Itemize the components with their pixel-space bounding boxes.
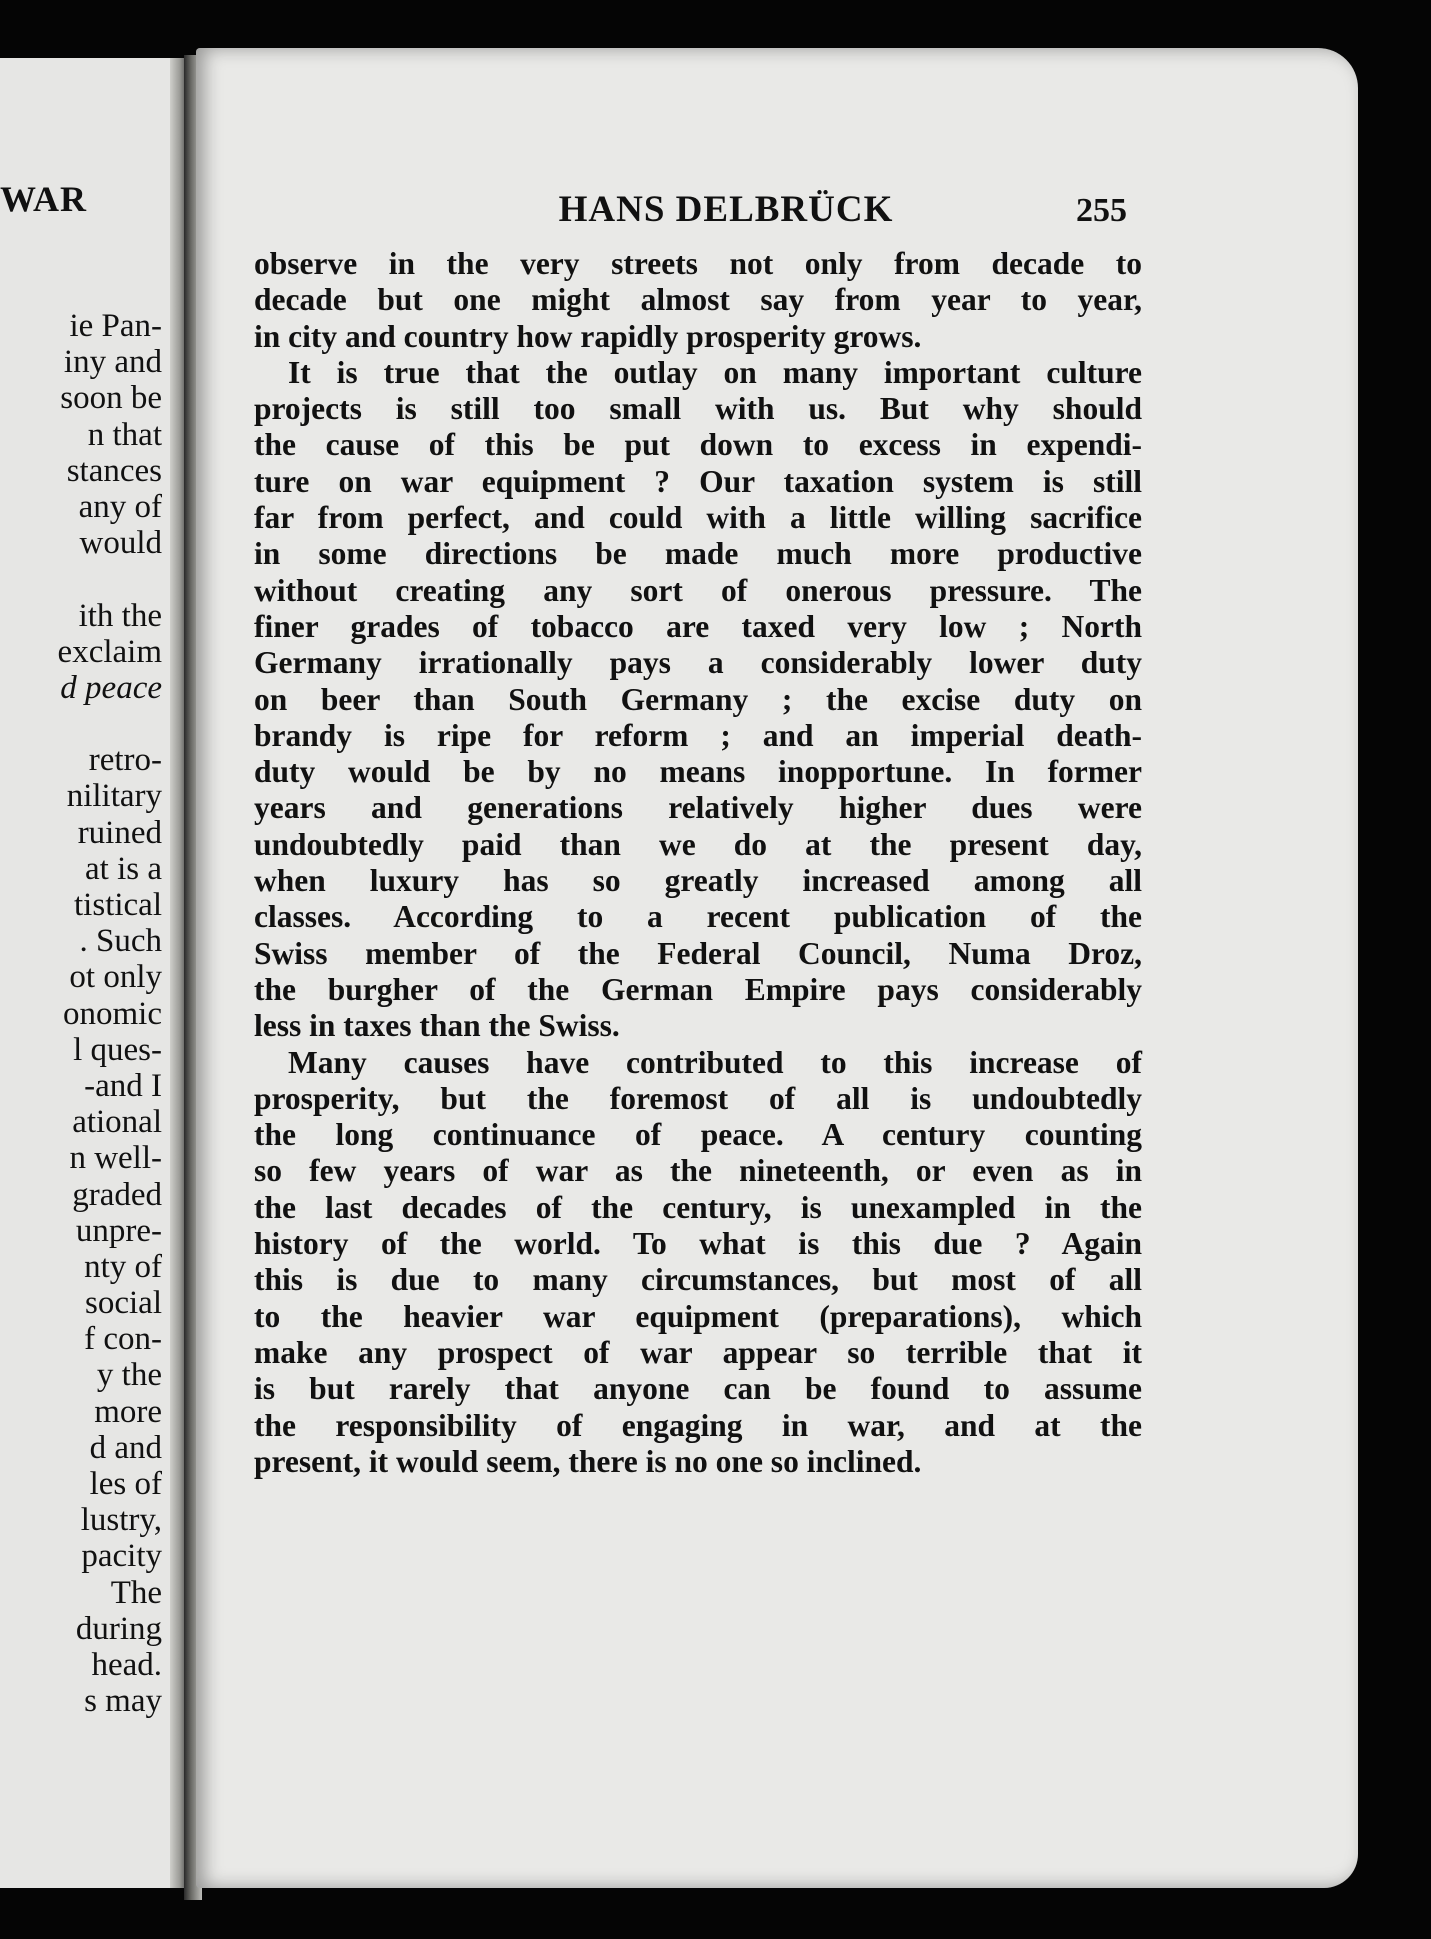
text-line: finer grades of tobacco are taxed very low ; North: [254, 608, 1142, 644]
text-line: Many causes have contributed to this increase of: [288, 1044, 1142, 1080]
left-page-line: pacity: [81, 1538, 162, 1575]
running-title: HANS DELBRÜCK: [558, 189, 894, 230]
left-page: [0, 58, 188, 1888]
text-line: Germany irrationally pays a considerably lower duty: [254, 645, 1142, 681]
text-line: the burgher of the German Empire pays considerably: [254, 971, 1142, 1007]
text-line: make any prospect of war appear so terrible that it: [254, 1334, 1142, 1370]
text-line: years and generations relatively higher dues were: [254, 790, 1142, 826]
text-line: decade but one might almost say from year to year,: [254, 282, 1142, 318]
left-page-line: ie Pan-: [69, 308, 162, 344]
page-number: 255: [1076, 192, 1127, 229]
left-page-line: social: [85, 1285, 162, 1322]
left-page-line: y the: [96, 1357, 162, 1394]
left-page-line: graded: [72, 1176, 162, 1213]
text-line: to the heavier war equipment (preparations), which: [254, 1298, 1142, 1334]
text-line: history of the world. To what is this due ? Again: [254, 1226, 1142, 1262]
text-line: the long continuance of peace. A century counting: [254, 1117, 1142, 1153]
left-page-line: more: [94, 1393, 162, 1430]
text-line: prosperity, but the foremost of all is undoubtedly: [254, 1080, 1142, 1116]
left-page-line: les of: [89, 1466, 162, 1502]
left-page-line: s may: [84, 1683, 162, 1720]
left-page-line: tistical: [74, 887, 162, 923]
paragraph: [254, 246, 1142, 355]
left-page-line: nty of: [84, 1248, 162, 1285]
left-page-line: [58, 706, 162, 742]
text-line: Swiss member of the Federal Council, Numa Droz,: [254, 935, 1142, 971]
left-page-line: at is a: [85, 850, 162, 887]
text-line: less in taxes than the Swiss.: [254, 1008, 620, 1044]
left-page-line: onomic: [63, 995, 162, 1032]
text-line: when luxury has so greatly increased among all: [254, 863, 1142, 899]
left-page-line: nilitary: [66, 778, 162, 815]
text-line: in city and country how rapidly prosperity grows.: [254, 318, 922, 354]
left-page-line: retro-: [88, 742, 162, 779]
text-line: is but rarely that anyone can be found to assume: [254, 1371, 1142, 1407]
text-line: without creating any sort of onerous pressure. The: [254, 572, 1142, 608]
text-line: on beer than South Germany ; the excise duty on: [254, 681, 1142, 717]
left-page-line: ith the: [78, 597, 162, 634]
left-page-line: ot only: [69, 959, 162, 996]
left-page-line: any of: [78, 488, 162, 525]
left-page-line: lustry,: [80, 1502, 162, 1539]
text-line: this is due to many circumstances, but most of all: [254, 1262, 1142, 1298]
paragraph: [254, 1045, 1142, 1481]
left-page-line: would: [79, 525, 162, 562]
text-line: brandy is ripe for reform ; and an imperial death-: [254, 717, 1142, 753]
left-page-line: ruined: [77, 814, 162, 851]
left-page-line: d peace: [60, 669, 162, 706]
text-line: the last decades of the century, is unexampled in the: [254, 1189, 1142, 1225]
left-page-line: unpre-: [75, 1212, 162, 1249]
left-page-line: head.: [91, 1646, 162, 1683]
text-line: the cause of this be put down to excess in expendi-: [254, 427, 1142, 463]
left-page-line: exclaim: [57, 633, 162, 670]
text-line: the responsibility of engaging in war, and at the: [254, 1407, 1142, 1443]
text-line: classes. According to a recent publication of the: [254, 899, 1142, 935]
text-line: ture on war equipment ? Our taxation system is still: [254, 463, 1142, 499]
left-page-line: soon be: [60, 380, 162, 417]
text-line: observe in the very streets not only from decade to: [254, 246, 1142, 281]
text-line: present, it would seem, there is no one so inclined.: [254, 1443, 922, 1479]
text-line: It is true that the outlay on many important culture: [288, 354, 1142, 390]
text-line: so few years of war as the nineteenth, or even as in: [254, 1153, 1142, 1189]
left-running-title: WAR: [0, 179, 88, 219]
left-page-text: [58, 308, 162, 1719]
left-page-line: [58, 561, 162, 597]
body-text: [254, 246, 1142, 1480]
left-page-line: . Such: [79, 923, 162, 960]
text-line: projects is still too small with us. But why should: [254, 391, 1142, 427]
text-line: in some directions be made much more productive: [254, 536, 1142, 572]
right-page: [196, 48, 1358, 1888]
left-page-line: The: [110, 1574, 162, 1611]
left-page-line: n that: [87, 416, 162, 453]
left-page-line: iny and: [63, 344, 162, 381]
left-page-line: d and: [89, 1429, 162, 1466]
left-page-line: ational: [72, 1104, 162, 1141]
left-page-line: stances: [66, 452, 162, 489]
left-page-line: l ques-: [73, 1031, 162, 1068]
left-page-line: n well-: [69, 1140, 162, 1177]
text-line: duty would be by no means inopportune. In former: [254, 754, 1142, 790]
left-page-line: during: [75, 1610, 162, 1647]
left-page-line: -and I: [84, 1067, 162, 1104]
text-line: far from perfect, and could with a little willing sacrifice: [254, 500, 1142, 536]
text-line: undoubtedly paid than we do at the present day,: [254, 826, 1142, 862]
paragraph: [254, 355, 1142, 1045]
left-page-line: f con-: [84, 1321, 162, 1358]
